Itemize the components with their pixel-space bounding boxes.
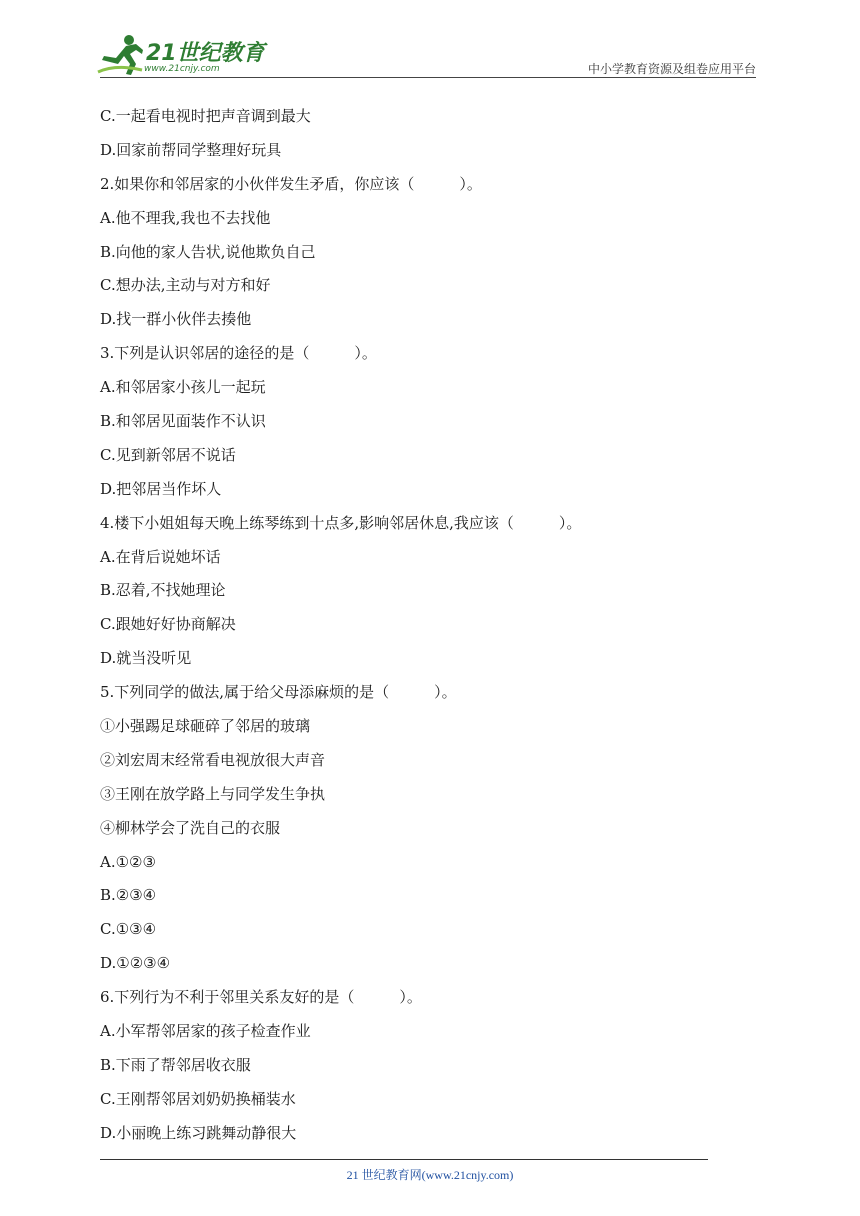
text-line: A.①②③	[100, 852, 156, 871]
text-line: A.他不理我,我也不去找他	[100, 208, 271, 227]
page-header	[0, 0, 860, 80]
question-stem: 5.下列同学的做法,属于给父母添麻烦的是（ ）。	[100, 683, 457, 702]
text-line: D.把邻居当作坏人	[100, 479, 222, 498]
runner-logo-icon	[96, 34, 144, 76]
question-stem: 2.如果你和邻居家的小伙伴发生矛盾，你应该（ ）。	[100, 174, 482, 193]
text-line: D.①②③④	[100, 954, 171, 973]
site-logo[interactable]	[96, 34, 266, 78]
text-line: A.小军帮邻居家的孩子检查作业	[100, 1022, 311, 1041]
text-line: C.一起看电视时把声音调到最大	[100, 107, 311, 125]
text-line: ④柳林学会了洗自己的衣服	[100, 818, 281, 837]
text-line: C.①③④	[100, 920, 157, 939]
text-line: A.在背后说她坏话	[100, 547, 221, 566]
text-line: B.忍着,不找她理论	[100, 581, 226, 600]
text-line: D.小丽晚上练习跳舞动静很大	[100, 1123, 297, 1142]
logo-url: www.21cnjy.com	[144, 64, 220, 74]
document-body	[100, 100, 720, 1151]
text-line: ①小强踢足球砸碎了邻居的玻璃	[100, 717, 311, 736]
text-line: D.就当没听见	[100, 649, 192, 668]
header-divider	[100, 77, 756, 78]
footer-divider	[100, 1159, 708, 1160]
text-line: C.王刚帮邻居刘奶奶换桶装水	[100, 1089, 296, 1108]
platform-title: 中小学教育资源及组卷应用平台	[587, 62, 756, 76]
text-line: D.回家前帮同学整理好玩具	[100, 140, 282, 159]
text-line: C.跟她好好协商解决	[100, 615, 236, 634]
text-line: B.向他的家人告状,说他欺负自己	[100, 242, 316, 261]
logo-text: 21世纪教育	[146, 41, 265, 66]
footer-link[interactable]: 21 世纪教育网(www.21cnjy.com)	[346, 1168, 514, 1182]
text-line: ③王刚在放学路上与同学发生争执	[100, 784, 326, 803]
text-line: A.和邻居家小孩儿一起玩	[100, 378, 266, 397]
question-stem: 4.楼下小姐姐每天晚上练琴练到十点多,影响邻居休息,我应该（ ）。	[100, 513, 582, 532]
text-line: B.和邻居见面装作不认识	[100, 412, 266, 431]
text-line: B.②③④	[100, 886, 157, 905]
text-line: D.找一群小伙伴去揍他	[100, 310, 252, 329]
question-stem: 3.下列是认识邻居的途径的是（ ）。	[100, 344, 377, 363]
text-line: C.见到新邻居不说话	[100, 445, 236, 464]
text-line: ②刘宏周末经常看电视放很大声音	[100, 750, 326, 769]
question-stem: 6.下列行为不利于邻里关系友好的是（ ）。	[100, 988, 422, 1007]
text-line: B.下雨了帮邻居收衣服	[100, 1055, 251, 1074]
text-line: C.想办法,主动与对方和好	[100, 276, 271, 295]
